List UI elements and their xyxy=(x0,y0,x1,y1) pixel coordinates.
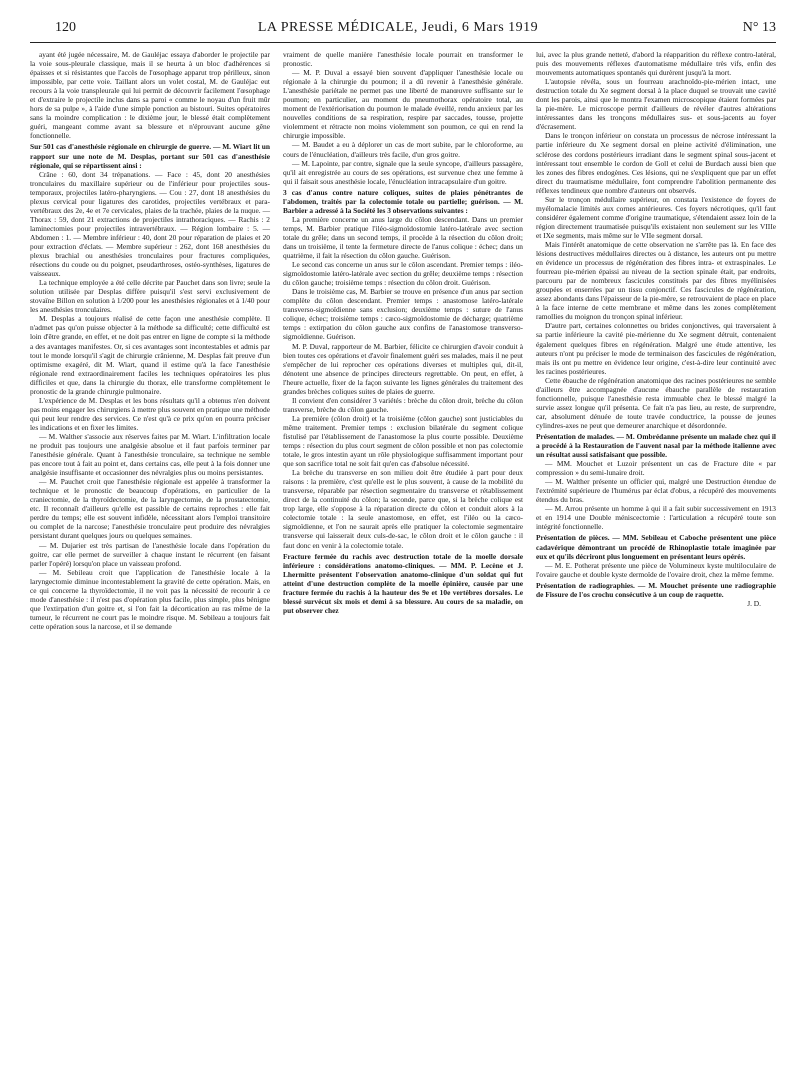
paragraph: — M. Sebileau croit que l'application de l'anesthésie locale à la laryngectomie diminue incontestablement la gravité de cette opération. Mais, en ce qui concerne la thyroïdectomie, il ne voit pas la nécessité de recourir à ce mode d'anesthésie : il n'est pas d'opération plus facile, plus simple, plus bénigne que l'extirpation d'un goitre et, si l'on fait la décortication au ras même de la tumeur, le récurrent ne court pas le moindre risque. M. Sebileau a toujours fait cette opération sous la narcose, et il se demande xyxy=(30,567,270,631)
paragraph: D'autre part, certaines colonnettes ou brides conjonctives, qui traversaient à sa partie inférieure la cavité pie-mérienne du Xe segment détruit, contenaient également quelques fibres en régénération. Malgré une étude attentive, les auteurs n'ont pu préciser le mode de terminaison des fascicules de régénération, mais ils ont pu mettre en évidence leur origine, c'est-à-dire leur continuité avec les racines postérieures. xyxy=(536,321,776,376)
paragraph: lui, avec la plus grande netteté, d'abord la réapparition du réflexe contro-latéral, puis des mouvements réflexes d'automatisme médullaire très vifs, enfin des mouvements automatiques spontanés qui durèrent jusqu'à la mort. xyxy=(536,50,776,78)
paragraph: L'expérience de M. Desplas et les bons résultats qu'il a obtenus n'en doivent pas moins engager les chirurgiens à mettre plus souvent en pratique une méthode qui peut leur rendre des services. Ce n'est qu'à ce prix qu'on en pourra préciser les indications et en fixer les limites. xyxy=(30,395,270,432)
paragraph: Il convient d'en considérer 3 variétés : brèche du côlon droit, brèche du côlon transverse, brèche du côlon gauche. xyxy=(283,395,523,414)
paragraph: — M. Walther présente un officier qui, malgré une Destruction étendue de l'extrémité supérieure de l'humérus par éclat d'obus, a récupéré des mouvements étendus du bras. xyxy=(536,477,776,505)
section-heading-paragraph: 3 cas d'anus contre nature coliques, suites de plaies pénétrantes de l'abdomen, traités par la colectomie totale ou partielle; guérison. — M. Barbier a adressé à la Société les 3 observations suivantes : xyxy=(283,187,523,215)
section-heading-paragraph: Présentation de radiographies. — M. Mouchet présente une radiographie de Fissure de l'os crochu consécutive à un coup de raquette. xyxy=(536,580,776,599)
paragraph: La première concerne un anus large du côlon descendant. Dans un premier temps, M. Barbier pratique l'iléo-sigmoïdostomie latéro-latérale avec section totale du grêle; dans un second temps, il procède à la résection du côlon droit; dans un troisième, il tente la fermeture directe de l'anus colique : échec; dans un quatrième, il fait la résection du côlon gauche. Guérison. xyxy=(283,214,523,261)
paragraph: vraiment de quelle manière l'anesthésie locale pourrait en transformer le pronostic. xyxy=(283,50,523,69)
header-rule xyxy=(30,42,776,43)
section-heading-paragraph: Sur 501 cas d'anesthésie régionale en chirurgie de guerre. — M. Wiart lit un rapport sur une note de M. Desplas, portant sur 501 cas d'anesthésie régionale, qui se répartissent ainsi : xyxy=(30,142,270,170)
column-1 xyxy=(30,50,270,631)
paragraph: — MM. Mouchet et Luzoir présentent un cas de Fracture dite « par compression » du semi-lunaire droit. xyxy=(536,459,776,478)
paragraph: — M. Arrou présente un homme à qui il a fait subir successivement en 1913 et en 1914 une Double méniscectomie : l'articulation a récupéré toute son intégrité fonctionnelle. xyxy=(536,504,776,532)
paragraph: La brèche du transverse en son milieu doit être étudiée à part pour deux raisons : la première, c'est qu'elle est le plus souvent, à cause de la mobilité du transverse, réparable par résection segmentaire du transverse et rétablissement direct de la continuité du côlon; la seconde, parce que, si la brèche colique est trop large, elle s'oppose à la réparation directe du côlon et conduit alors à la colectomie totale : la seule anastomose, en effet, est l'iléo ou la cæco-sigmoïdienne, et l'on ne saurait après elle pratiquer la colectomie segmentaire transverse qui laisserait deux culs-de-sac, le côlon droit et le côlon gauche : il faut donc en venir à la colectomie totale. xyxy=(283,468,523,550)
paragraph: — M. Dujarier est très partisan de l'anesthésie locale dans l'opération du goitre, car elle permet de surveiller à chaque instant le récurrent (en faisant parler l'opéré) lorsqu'on place un vaisseau profond. xyxy=(30,540,270,568)
paragraph: Sur le tronçon médullaire supérieur, on constata l'existence de foyers de myélomalacie limités aux cornes antérieures. Ces foyers nécrotiques, qu'il faut considérer également comme d'origine traumatique, s'étendaient assez loin de la région directement traumatisée puisqu'ils existaient non seulement sur les VIIIe et IXe segments, mais même sur le VIIe segment dorsal. xyxy=(536,194,776,240)
paragraph: ayant été jugée nécessaire, M. de Gauléjac essaya d'aborder le projectile par la voie sous-pleurale classique, mais il se heurta à un bloc d'adhérences si épaisses et si résistantes que l'accès de l'œsophage apparut trop périlleux, sinon impossible, par cette voie. Taillant alors un volet costal, M. de Gauléjac eut recours à la voie transpleurale qui lui permit de découvrir facilement l'œsophage et d'extraire le projectile inclus dans sa paroi « comme le noyau d'un fruit mûr hors de sa pulpe », à l'aide d'une simple ponction au bistouri. Suites opératoires sans la moindre complication : le dixième jour, le blessé était complètement guéri, mangeant comme avant sa blessure et n'éprouvant aucune gêne fonctionnelle. xyxy=(30,50,270,141)
page-header xyxy=(20,20,776,38)
paragraph: Cette ébauche de régénération anatomique des racines postérieures ne semble d'ailleurs être accompagnée d'aucune ébauche parallèle de restauration fonctionnelle, puisque l'anesthésie resta immuable chez le blessé malgré la survie assez longue qu'il présenta. Ce fait n'a pas lieu, au reste, de surprendre, car, absolument dénuée de toute travée conductrice, la pousse de jeunes cylindres-axes ne peut que demeurer anarchique et désordonnée. xyxy=(536,375,776,430)
page-number: 120 xyxy=(55,20,76,35)
paragraph: Mais l'intérêt anatomique de cette observation ne s'arrête pas là. En face des lésions destructives médullaires directes ou à distance, les auteurs ont pu mettre en évidence un processus de régénération des fibres intra- et extraspinales. Le fourreau pie-mérien épaissi au niveau de la section spinale était, par endroits, parcouru par de nombreux fascicules constitués par des fibres myélinisées groupées et enserrées par un tissu conjonctif. Ces fascicules de régénération, assez abondants dans l'épaisseur de la pie-mère, se retrouvaient de place en place à la face interne de cette membrane et même dans les zones complètement ramollies du moignon du tronçon spinal inférieur. xyxy=(536,239,776,322)
paragraph: — M. E. Potherat présente une pièce de Volumineux kyste multiloculaire de l'ovaire gauche et double kyste dermoïde de l'ovaire droit, chez la même femme. xyxy=(536,560,776,579)
paragraph: Le second cas concerne un anus sur le côlon ascendant. Premier temps : iléo-sigmoïdostomie latéro-latérale avec section du grêle; deuxième temps : résection du côlon gauche; troisième temps : résection du côlon droit. Guérison. xyxy=(283,260,523,288)
paragraph: — M. Baudet a eu à déplorer un cas de mort subite, par le chloroforme, au cours de l'énucléation, d'ailleurs très facile, d'un gros goitre. xyxy=(283,140,523,159)
column-3 xyxy=(536,50,776,608)
paragraph: M. P. Duval, rapporteur de M. Barbier, félicite ce chirurgien d'avoir conduit à bien toutes ces opérations et d'avoir finalement guéri ses malades, mais il ne peut s'empêcher de lui reprocher ces opérations diverses et multiples qui, dit-il, dénotent une absence de principes directeurs regrettable. On peut, en effet, à l'heure actuelle, fixer de la façon suivante les lignes générales du traitement des grandes brèches coliques suites de plaies de guerre. xyxy=(283,341,523,396)
paragraph: — M. Pauchet croit que l'anesthésie régionale est appelée à transformer la technique et le pronostic de beaucoup d'opérations, en particulier de la craniectomie, de la thyroïdectomie, de la laryngectomie, de la prostatectomie, etc. Il reconnaît d'ailleurs qu'elle est passible de certains reproches : elle fait perdre du temps; elle est souvent infidèle, nécessitant alors l'emploi transitoire ou complet de la narcose; l'anesthésie tronculaire peut produire des névralgies persistant durant quelques jours ou quelques semaines. xyxy=(30,477,270,541)
column-2 xyxy=(283,50,523,615)
paragraph: Dans le troisième cas, M. Barbier se trouve en présence d'un anus par section complète du côlon descendant. Premier temps : anastomose latéro-latérale transverso-sigmoïdienne sans exclusion; deuxième temps : suture de l'anus colique, échec; troisième temps : cæco-sigmoïdostomie de décharge; quatrième temps : extirpation du côlon gauche aux confins de l'anastomose transverso-sigmoïdienne. Guérison. xyxy=(283,287,523,342)
paragraph: L'autopsie révéla, sous un fourreau arachnoïdo-pie-mérien intact, une destruction totale du Xe segment dorsal à la place duquel se trouvait une cavité dont les parois, ainsi que le montra l'examen microscopique étaient formées par la pie-mère. Le microscope permit d'ailleurs de révéler d'autres altérations intéressantes dans les tronçons médullaires sus- et sous-jacents au foyer d'écrasement. xyxy=(536,77,776,132)
paragraph: Crâne : 60, dont 34 trépanations. — Face : 45, dont 20 anesthésies tronculaires du maxillaire supérieur ou de l'inférieur pour projectiles sous-temporaux, projectiles latéro-pharyngiens. — Cou : 27, dont 18 anesthésies du plexus cervical pour ligatures des carotides, projectiles vertébraux et para-vertébraux des 2e, 4e et 7e cervicales, plaies de la trachée, plaies de la nuque. — Thorax : 59, dont 21 extractions de projectiles intrathoraciques. — Rachis : 2 laminectomies pour projectiles intravertébraux. — Région lombaire : 5. — Abdomen : 1. — Membre inférieur : 40, dont 20 pour réparation de plaies et 20 pour extraction d'éclats. — Membre supérieur : 262, dont 168 anesthésies du plexus brachial ou anesthésies tronculaires pour fractures compliquées, résections du coude ou du poignet, pseudarthroses, ostéo-synthèses, ligatures de vaisseaux. xyxy=(30,169,270,279)
paragraph: La technique employée a été celle décrite par Pauchet dans son livre; seule la solution utilisée par Desplas diffère puisqu'il s'est servi exclusivement de stovaïne Billon en solution à 1/200 pour les anesthésies régionales et à 1/40 pour les anesthésies tronculaires. xyxy=(30,278,270,315)
paragraph: Dans le tronçon inférieur on constata un processus de nécrose intéressant la partie inférieure du Xe segment dorsal en pleine activité d'élimination, une sclérose des cordons postérieurs irradiant dans le segment spinal sous-jacent et intéressant tout ensemble le cordon de Goll et celui de Burdach aussi bien que les zones des fibres endogènes. Ces lésions, qui ne s'expliquent que par un effet direct du traumatisme médullaire, font comprendre l'abolition permanente des réflexes tendineux que nombre d'auteurs ont observés. xyxy=(536,131,776,195)
journal-title: LA PRESSE MÉDICALE, Jeudi, 6 Mars 1919 xyxy=(257,20,539,35)
paragraph: La première (côlon droit) et la troisième (côlon gauche) sont justiciables du même traitement. Premier temps : exclusion bilatérale du segment colique fistulisé par l'établissement de l'anastomose la plus courte possible. Deuxième temps : résection du plus court segment de côlon possible et non pas colectomie totale, le gros intestin ayant un rôle physiologique suffisamment important pour que son sacrifice total ne soit fait qu'en cas d'absolue nécessité. xyxy=(283,413,523,469)
section-heading-paragraph: Présentation de malades. — M. Ombrédanne présente un malade chez qui il a procédé à la Restauration de l'auvent nasal par la méthode italienne avec un résultat aussi satisfaisant que possible. xyxy=(536,431,776,460)
paragraph: M. Desplas a toujours réalisé de cette façon une anesthésie complète. Il n'admet pas qu'on puisse objecter à la méthode sa difficulté; cette difficulté est loin d'être grande, en effet, et ne doit pas entrer en ligne de compte si la méthode a des avantages manifestes. Or, si ces avantages sont incontestables et admis par tout le monde lorsqu'il s'agit de chirurgie crânienne, M. Desplas fait preuve d'un optimisme exagéré, dit M. Wiart, quand il estime qu'à la face l'anesthésie régionale rend extraordinairement faciles les techniques opératoires les plus difficiles et que, dans la chirurgie du thorax, elle transforme complètement le pronostic de la grande chirurgie pulmonaire. xyxy=(30,314,270,396)
paragraph: — M. Lapointe, par contre, signale que la seule syncope, d'ailleurs passagère, qu'il ait enregistrée au cours de ses opérations, est survenue chez une femme à qui il faisait sous anesthésie locale, l'énucléation intracapsulaire d'un goitre. xyxy=(283,158,523,186)
section-heading-paragraph: Présentation de pièces. — MM. Sebileau et Caboche présentent une pièce cadavérique démontrant un procédé de Rhinoplastie totale imaginée par eux et qu'ils décriront plus longuement en présentant leurs opérés. xyxy=(536,533,776,561)
author-signature: J. D. xyxy=(747,598,761,608)
issue-number: N° 13 xyxy=(742,20,776,35)
paragraph: — M. P. Duval a essayé bien souvent d'appliquer l'anesthésie locale ou régionale à la chirurgie du poumon; il a dû revenir à l'anesthésie générale. L'anesthésie pariétale ne permet pas une liberté de manœuvre suffisante sur le poumon; en particulier, au moment du pneumothorax opératoire total, au moment de l'extériorisation du poumon le malade éveillé, rendu anxieux par les nouvelles conditions de sa respiration, respire par saccades, tousse, projette violemment et rétracte non moins violemment son poumon, ce qui en rend la chirurgie impossible. xyxy=(283,68,523,141)
section-heading-paragraph: Fracture fermée du rachis avec destruction totale de la moelle dorsale inférieure : considérations anatomo-cliniques. — MM. P. Lecène et J. Lhermitte présentent l'observation anatomo-clinique d'un soldat qui fut atteint d'une destruction complète de la moelle épinière, causée par une fracture fermée du rachis à la hauteur des 9e et 10e vertèbres dorsales. Le blessé survécut six mois et demi à sa blessure. Au cours de sa maladie, on put observer chez xyxy=(283,551,523,615)
paragraph: — M. Walther s'associe aux réserves faites par M. Wiart. L'infiltration locale ne produit pas toujours une analgésie absolue et il faut parfois terminer par l'anesthésie générale. Quant à l'anesthésie tronculaire, sa technique ne semble pas encore tout à fait au point et, dans certains cas, elle peut à la fois donner une analgésie insuffisante et occasionner des névralgies plus ou moins persistantes. xyxy=(30,431,270,478)
